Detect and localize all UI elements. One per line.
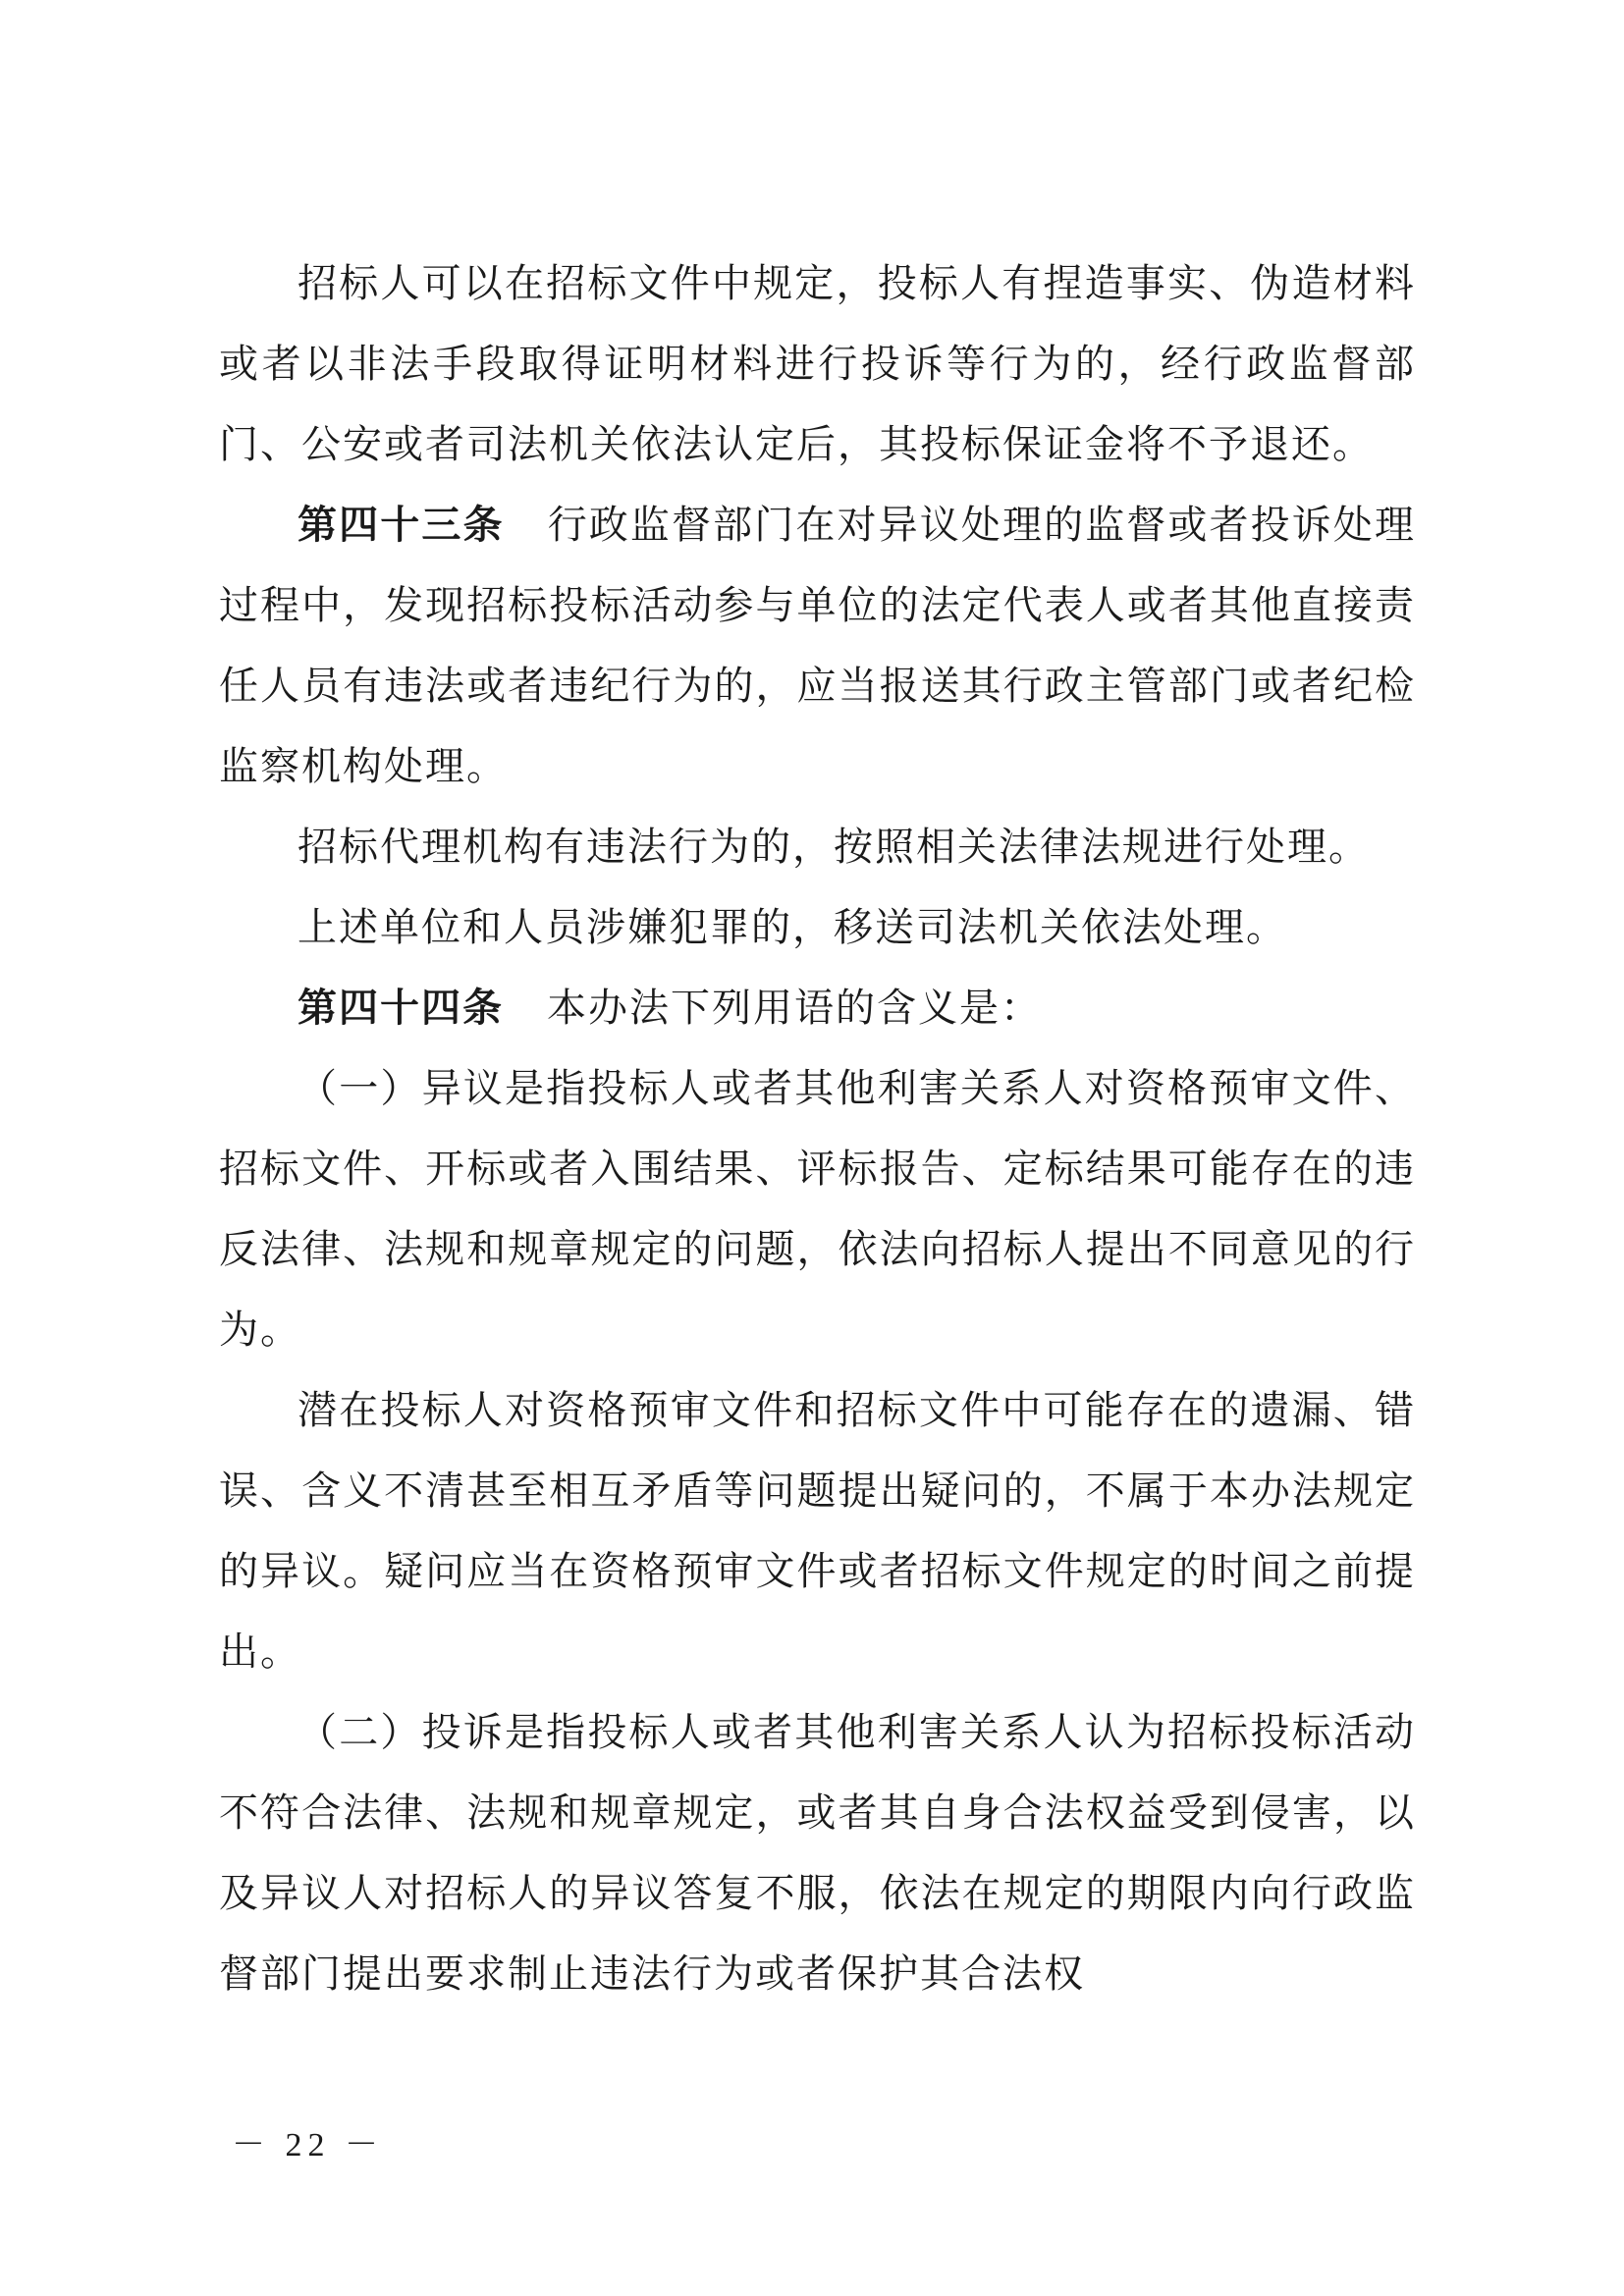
paragraph-text: 招标人可以在招标文件中规定，投标人有捏造事实、伪造材料或者以非法手段取得证明材料进行投诉等行为的，经行政监督部门、公安或者司法机关依法认定后，其投标保证金将不予退还。 (219, 261, 1416, 467)
article-paragraph (219, 485, 1416, 807)
paragraph-text: 上述单位和人员涉嫌犯罪的，移送司法机关依法处理。 (298, 905, 1287, 950)
article-number: 第四十三条 (298, 503, 505, 548)
paragraph-text: （二）投诉是指投标人或者其他利害关系人认为招标投标活动不符合法律、法规和规章规定，或者其自身合法权益受到侵害，以及异议人对招标人的异议答复不服，依法在规定的期限内向行政监督部门提出要求制止违法行为或者保护其合法权 (219, 1710, 1416, 1997)
article-number: 第四十四条 (298, 986, 504, 1031)
paragraph (219, 1370, 1416, 1692)
paragraph (219, 807, 1416, 887)
paragraph-text: 本办法下列用语的含义是： (547, 986, 1042, 1031)
paragraph (219, 1048, 1416, 1370)
document-body (219, 243, 1416, 2014)
paragraph (219, 887, 1416, 968)
paragraph-text: （一）异议是指投标人或者其他利害关系人对资格预审文件、招标文件、开标或者入围结果、评标报告、定标结果可能存在的违反法律、法规和规章规定的问题，依法向招标人提出不同意见的行为。 (219, 1066, 1416, 1353)
paragraph-text: 潜在投标人对资格预审文件和招标文件中可能存在的遗漏、错误、含义不清甚至相互矛盾等问题提出疑问的，不属于本办法规定的异议。疑问应当在资格预审文件或者招标文件规定的时间之前提出。 (219, 1388, 1416, 1675)
article-paragraph (219, 968, 1416, 1048)
paragraph-text: 行政监督部门在对异议处理的监督或者投诉处理过程中，发现招标投标活动参与单位的法定代表人或者其他直接责任人员有违法或者违纪行为的，应当报送其行政主管部门或者纪检监察机构处理。 (219, 503, 1417, 789)
paragraph-text: 招标代理机构有违法行为的，按照相关法律法规进行处理。 (298, 825, 1370, 870)
page-number: － 22 － (232, 2127, 384, 2163)
paragraph (219, 243, 1416, 485)
paragraph (219, 1692, 1416, 2014)
